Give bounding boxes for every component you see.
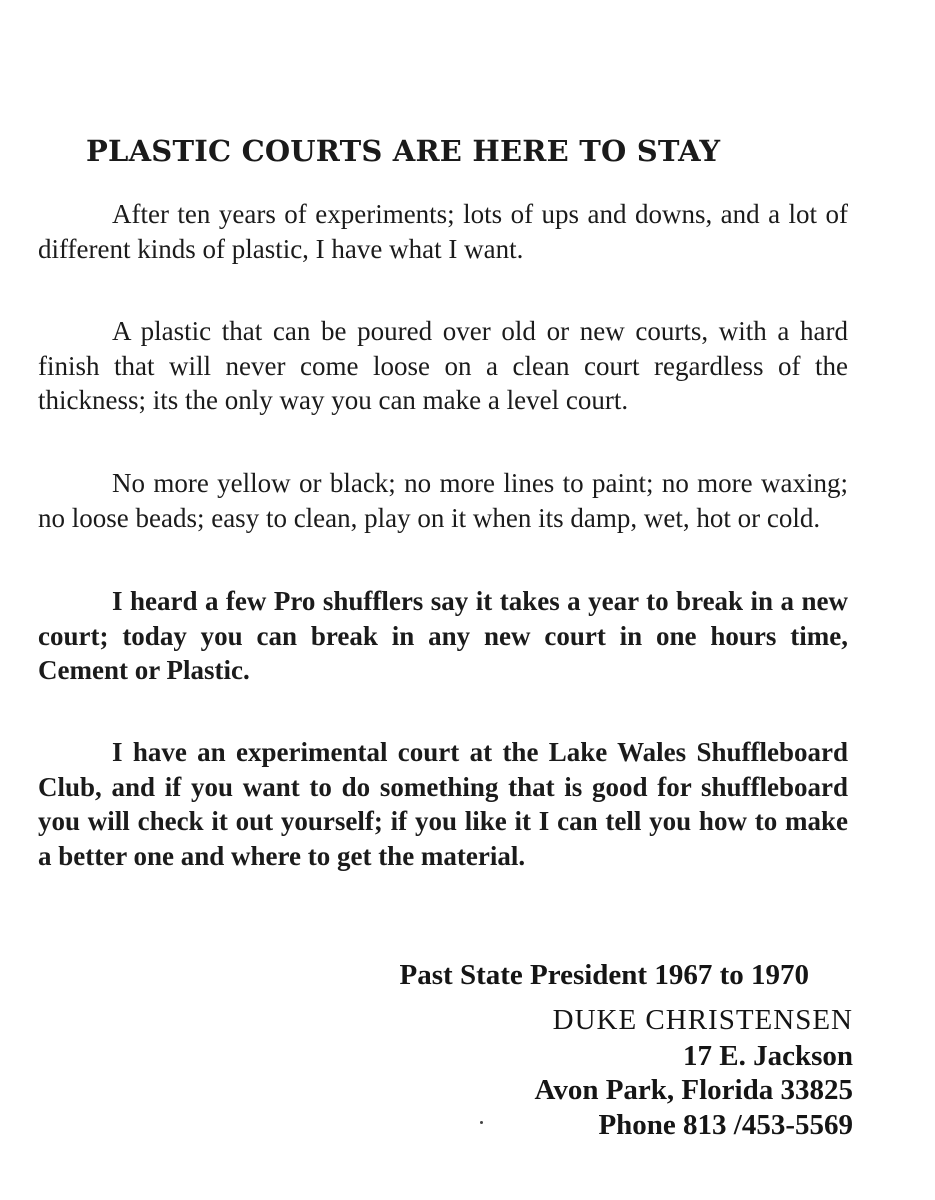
- paragraph-1: After ten years of experiments; lots of ups and downs, and a lot of different kinds of plastic, I have what I want.: [38, 199, 848, 264]
- paragraph-5: I have an experimental court at the Lake Wales Shuffleboard Club, and if you want to do something that is good for shuffleboard you will check it out yourself; if you like it I can tell you how to make a better one and where to get the material.: [38, 737, 848, 871]
- signature-address-line2: Avon Park, Florida 33825: [534, 1074, 853, 1106]
- paragraph-3: No more yellow or black; no more lines to paint; no more waxing; no loose beads; easy to clean, play on it when its damp, wet, hot or cold.: [38, 468, 848, 533]
- paragraph-2: A plastic that can be poured over old or new courts, with a hard finish that will never come loose on a clean court regardless of the thickness; its the only way you can make a level court.: [38, 316, 848, 416]
- signature-title: Past State President 1967 to 1970: [399, 959, 809, 991]
- print-speck: [480, 1121, 483, 1124]
- signature-address-line1: 17 E. Jackson: [682, 1040, 853, 1072]
- signature-name: DUKE CHRISTENSEN: [552, 1004, 853, 1036]
- paragraph-4: I heard a few Pro shufflers say it takes a year to break in a new court; today you can break in any new court in one hours time, Cement or Plastic.: [38, 586, 848, 686]
- signature-phone: Phone 813 /453-5569: [598, 1109, 853, 1141]
- article-title: PLASTIC COURTS ARE HERE TO STAY: [86, 134, 721, 168]
